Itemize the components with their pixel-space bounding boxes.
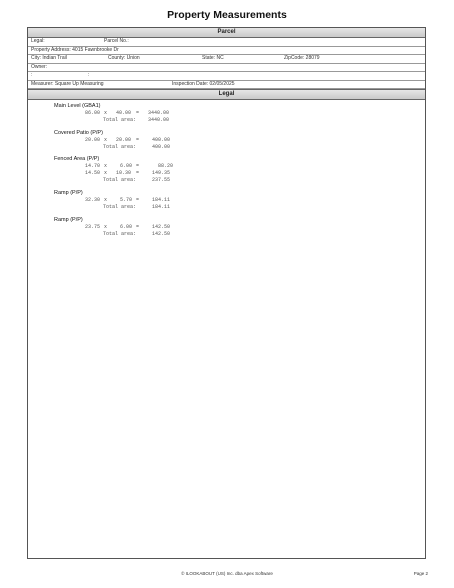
- address-row: [28, 47, 425, 56]
- total-area: 142.50: [152, 231, 171, 237]
- dim-b: 6.00: [120, 163, 133, 169]
- equals-sign: =: [136, 110, 140, 116]
- total-area: 237.55: [152, 177, 171, 183]
- total-row: [28, 144, 228, 151]
- report-frame: [27, 27, 426, 559]
- equals-sign: =: [136, 224, 140, 230]
- measurement-row: [28, 170, 228, 177]
- dim-a: 14.70: [85, 163, 101, 169]
- times-sign: x: [104, 137, 108, 143]
- legal-label: Legal:: [31, 38, 45, 44]
- measurement-row: [28, 197, 228, 204]
- blank-field-1: :: [31, 72, 33, 78]
- property-address: Property Address: 4015 Fawnbrooke Dr: [31, 46, 119, 53]
- location-row: [28, 55, 425, 64]
- times-sign: x: [104, 197, 108, 203]
- blank-row: [28, 72, 425, 81]
- equals-sign: =: [136, 137, 140, 143]
- dim-b: 6.00: [120, 224, 133, 230]
- area-name: Ramp (P/P): [54, 190, 83, 196]
- parcel-no-label: Parcel No.:: [104, 38, 129, 44]
- equals-sign: =: [136, 170, 140, 176]
- owner-row: [28, 64, 425, 73]
- row-area: 400.00: [152, 137, 171, 143]
- legal-row: [28, 38, 425, 47]
- times-sign: x: [104, 110, 108, 116]
- total-row: [28, 177, 228, 184]
- total-row: [28, 117, 228, 124]
- measurement-row: [28, 163, 228, 170]
- total-area: 3440.00: [148, 117, 170, 123]
- row-area: 88.20: [158, 163, 174, 169]
- row-area: 149.35: [152, 170, 171, 176]
- zip-code: ZipCode: 28079: [284, 55, 320, 61]
- footer-copyright: © ILOOKABOUT (US) Inc. dba Apex Software: [181, 571, 273, 576]
- total-label: Total area:: [103, 144, 137, 150]
- dim-b: 40.00: [116, 110, 132, 116]
- area-name: Ramp (P/P): [54, 217, 83, 223]
- times-sign: x: [104, 163, 108, 169]
- measurement-row: [28, 137, 228, 144]
- equals-sign: =: [136, 197, 140, 203]
- total-label: Total area:: [103, 177, 137, 183]
- dim-b: 5.70: [120, 197, 133, 203]
- parcel-header: Parcel: [28, 28, 425, 38]
- row-area: 184.11: [152, 197, 171, 203]
- city: City: Indian Trail: [31, 55, 67, 61]
- total-area: 400.00: [152, 144, 171, 150]
- dim-a: 20.00: [85, 137, 101, 143]
- measurer: Measurer: Square Up Measuring: [31, 80, 104, 87]
- total-label: Total area:: [103, 204, 137, 210]
- total-label: Total area:: [103, 117, 137, 123]
- area-name: Main Level (GBA1): [54, 103, 101, 109]
- inspection-date: Inspection Date: 02/05/2025: [172, 80, 235, 87]
- equals-sign: =: [136, 163, 140, 169]
- total-label: Total area:: [103, 231, 137, 237]
- dim-b: 10.30: [116, 170, 132, 176]
- dim-a: 32.30: [85, 197, 101, 203]
- page-title: Property Measurements: [167, 9, 287, 21]
- legal-header: Legal: [28, 89, 425, 100]
- page-number: Page 2: [413, 571, 428, 576]
- dim-a: 23.75: [85, 224, 101, 230]
- row-area: 3440.00: [148, 110, 170, 116]
- total-area: 184.11: [152, 204, 171, 210]
- area-name: Fenced Area (P/P): [54, 156, 100, 162]
- blank-field-2: :: [88, 72, 90, 78]
- measurement-row: [28, 224, 228, 231]
- times-sign: x: [104, 224, 108, 230]
- total-row: [28, 231, 228, 238]
- dim-b: 20.00: [116, 137, 132, 143]
- state: State: NC: [202, 55, 224, 61]
- total-row: [28, 204, 228, 211]
- owner: Owner:: [31, 63, 48, 70]
- measurement-row: [28, 110, 228, 117]
- area-name: Covered Patio (P/P): [54, 130, 103, 136]
- dim-a: 86.00: [85, 110, 101, 116]
- county: County: Union: [108, 55, 140, 61]
- row-area: 142.50: [152, 224, 171, 230]
- times-sign: x: [104, 170, 108, 176]
- measurer-row: [28, 81, 425, 90]
- dim-a: 14.50: [85, 170, 101, 176]
